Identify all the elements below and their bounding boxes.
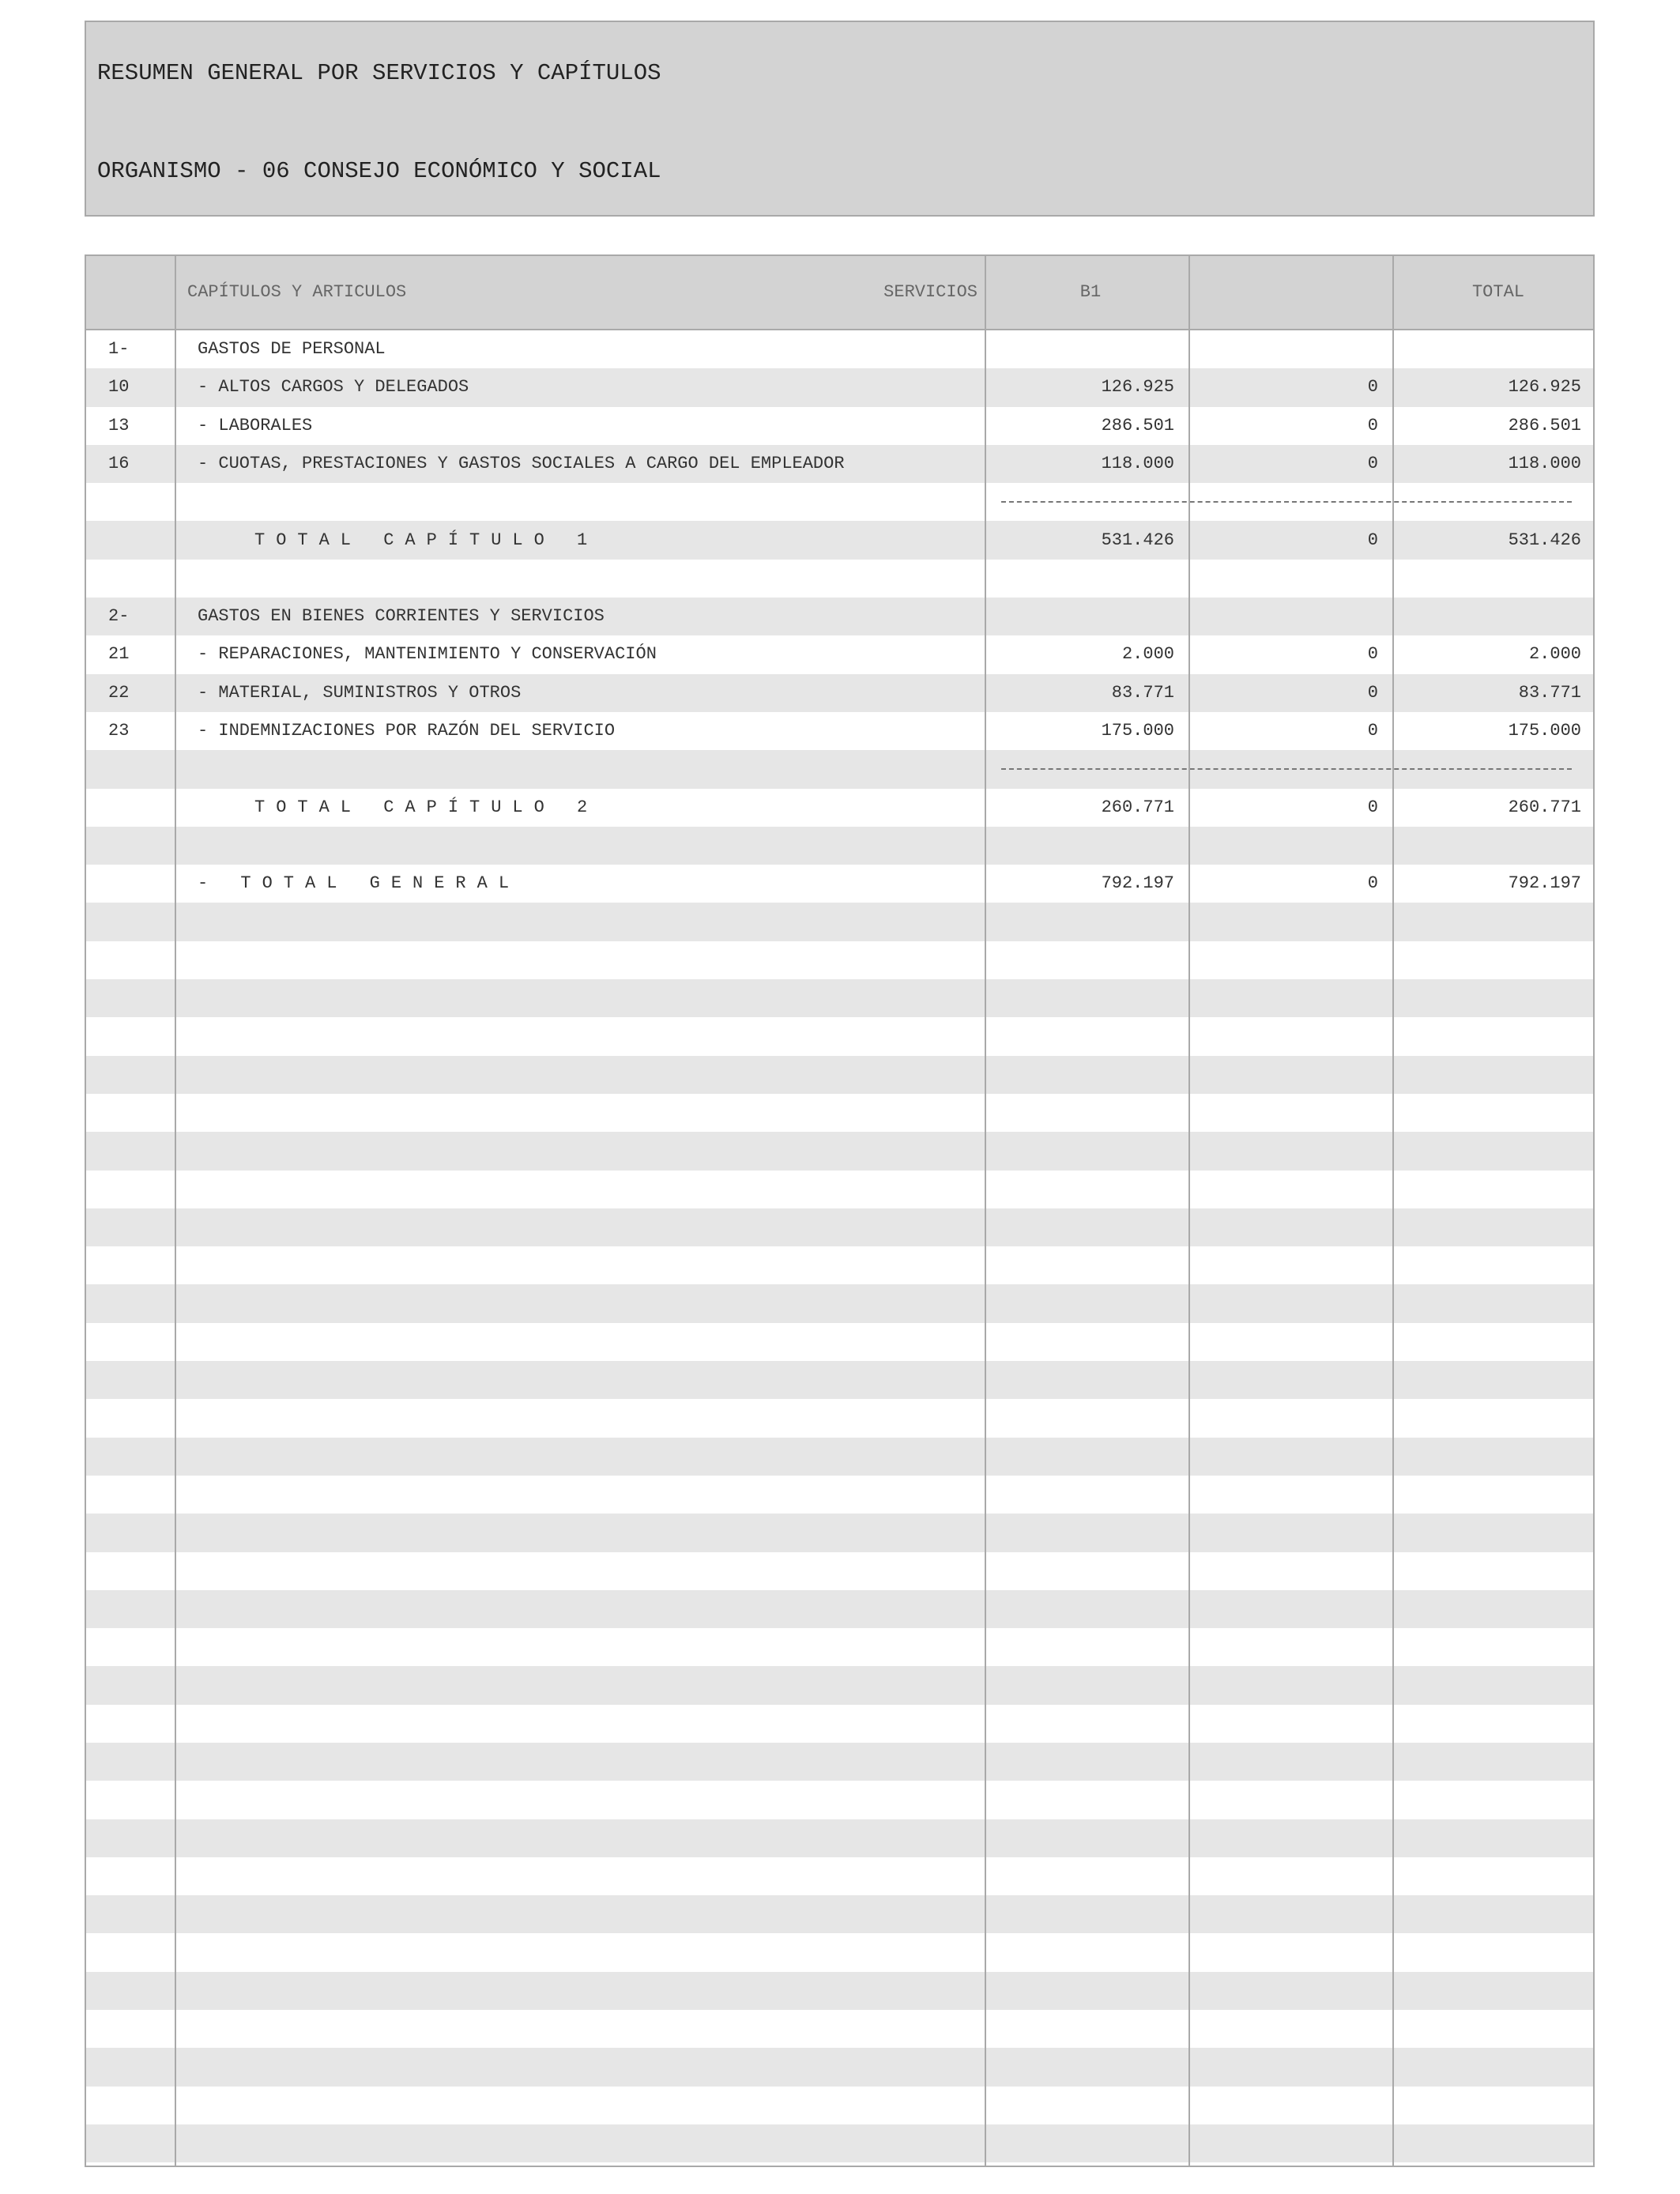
row-stripe xyxy=(86,1933,1593,1971)
header-b1: B1 xyxy=(1079,282,1102,302)
row-col3: 0 xyxy=(1367,797,1378,817)
row-stripe xyxy=(86,1514,1593,1551)
row-code: 10 xyxy=(108,377,130,398)
row-b1: 260.771 xyxy=(1101,797,1174,817)
table-row xyxy=(86,865,1593,903)
row-code: 23 xyxy=(108,721,130,741)
row-desc: GASTOS EN BIENES CORRIENTES Y SERVICIOS xyxy=(198,606,605,627)
row-b1: 531.426 xyxy=(1101,530,1174,550)
header-servicios: SERVICIOS xyxy=(883,282,977,302)
row-total: 531.426 xyxy=(1508,530,1581,550)
column-divider xyxy=(985,256,986,2166)
table-row xyxy=(86,445,1593,483)
row-b1: 286.501 xyxy=(1101,415,1174,435)
table-row xyxy=(86,674,1593,712)
row-stripe xyxy=(86,2048,1593,2086)
row-stripe xyxy=(86,1017,1593,1055)
table-row xyxy=(86,330,1593,368)
row-stripe xyxy=(86,827,1593,865)
table-row xyxy=(86,598,1593,635)
row-stripe xyxy=(86,1857,1593,1895)
row-code: 1- xyxy=(108,339,130,359)
row-b1: 2.000 xyxy=(1121,644,1174,665)
table-row xyxy=(86,750,1593,788)
row-stripe xyxy=(86,1284,1593,1322)
row-stripe xyxy=(86,941,1593,979)
organismo-title: ORGANISMO - 06 CONSEJO ECONÓMICO Y SOCIAL xyxy=(97,158,661,184)
row-stripe xyxy=(86,560,1593,598)
row-col3: 0 xyxy=(1367,682,1378,703)
subtotal-separator xyxy=(1001,501,1572,503)
row-total: 175.000 xyxy=(1508,721,1581,741)
row-desc: - CUOTAS, PRESTACIONES Y GASTOS SOCIALES A CARGO DEL EMPLEADOR xyxy=(198,453,845,473)
row-b1: 118.000 xyxy=(1101,453,1174,473)
row-total: 286.501 xyxy=(1508,415,1581,435)
table-row xyxy=(86,789,1593,827)
row-total: 792.197 xyxy=(1508,873,1581,894)
row-col3: 0 xyxy=(1367,377,1378,398)
row-stripe xyxy=(86,2124,1593,2162)
row-desc: - TOTAL GENERAL xyxy=(198,873,521,894)
report-title: RESUMEN GENERAL POR SERVICIOS Y CAPÍTULOS xyxy=(97,60,661,86)
table-row xyxy=(86,635,1593,673)
column-divider xyxy=(1392,256,1394,2166)
row-b1: 83.771 xyxy=(1111,682,1174,703)
table-row xyxy=(86,483,1593,521)
header-total: TOTAL xyxy=(1471,282,1524,302)
row-total: 260.771 xyxy=(1508,797,1581,817)
row-stripe xyxy=(86,1399,1593,1437)
row-stripe xyxy=(86,1208,1593,1246)
subtotal-separator xyxy=(1001,768,1572,770)
summary-table xyxy=(85,254,1595,2167)
row-stripe xyxy=(86,1781,1593,1819)
row-stripe xyxy=(86,1628,1593,1666)
table-row xyxy=(86,712,1593,750)
row-desc: TOTAL CAPÍTULO 1 xyxy=(254,530,599,550)
row-stripe xyxy=(86,2010,1593,2048)
row-stripe xyxy=(86,1895,1593,1933)
row-stripe xyxy=(86,979,1593,1017)
row-stripe xyxy=(86,1171,1593,1208)
row-total: 126.925 xyxy=(1508,377,1581,398)
row-code: 13 xyxy=(108,415,130,435)
row-stripe xyxy=(86,1819,1593,1857)
table-row xyxy=(86,522,1593,560)
report-header xyxy=(85,21,1595,217)
row-stripe xyxy=(86,1323,1593,1361)
row-desc: - LABORALES xyxy=(198,415,313,435)
row-code: 2- xyxy=(108,606,130,627)
row-stripe xyxy=(86,1705,1593,1743)
row-stripe xyxy=(86,1056,1593,1094)
row-stripe xyxy=(86,2087,1593,2124)
row-b1: 126.925 xyxy=(1101,377,1174,398)
row-col3: 0 xyxy=(1367,530,1378,550)
row-stripe xyxy=(86,1476,1593,1514)
row-code: 21 xyxy=(108,644,130,665)
row-stripe xyxy=(86,1438,1593,1476)
row-col3: 0 xyxy=(1367,873,1378,894)
row-stripe xyxy=(86,1094,1593,1132)
column-divider xyxy=(175,256,176,2166)
header-empty xyxy=(1193,256,1396,329)
row-code: 16 xyxy=(108,453,130,473)
column-divider xyxy=(1188,256,1190,2166)
row-stripe xyxy=(86,1132,1593,1170)
row-desc: - ALTOS CARGOS Y DELEGADOS xyxy=(198,377,469,398)
row-code: 22 xyxy=(108,682,130,703)
row-col3: 0 xyxy=(1367,721,1378,741)
row-col3: 0 xyxy=(1367,644,1378,665)
row-stripe xyxy=(86,1972,1593,2010)
row-desc: TOTAL CAPÍTULO 2 xyxy=(254,797,599,817)
row-stripe xyxy=(86,1246,1593,1284)
row-total: 2.000 xyxy=(1528,644,1581,665)
row-col3: 0 xyxy=(1367,453,1378,473)
row-desc: - INDEMNIZACIONES POR RAZÓN DEL SERVICIO xyxy=(198,721,616,741)
row-total: 83.771 xyxy=(1518,682,1581,703)
row-stripe xyxy=(86,1743,1593,1781)
row-stripe xyxy=(86,1361,1593,1399)
row-stripe xyxy=(86,1552,1593,1590)
table-row xyxy=(86,368,1593,406)
table-header xyxy=(86,256,1593,330)
row-desc: - REPARACIONES, MANTENIMIENTO Y CONSERVACIÓN xyxy=(198,644,657,665)
row-desc: - MATERIAL, SUMINISTROS Y OTROS xyxy=(198,682,522,703)
row-desc: GASTOS DE PERSONAL xyxy=(198,339,386,359)
row-col3: 0 xyxy=(1367,415,1378,435)
header-chapters: CAPÍTULOS Y ARTICULOS xyxy=(187,282,407,302)
table-row xyxy=(86,407,1593,445)
row-stripe xyxy=(86,903,1593,941)
row-b1: 175.000 xyxy=(1101,721,1174,741)
row-stripe xyxy=(86,1666,1593,1704)
row-b1: 792.197 xyxy=(1101,873,1174,894)
row-stripe xyxy=(86,1590,1593,1628)
row-total: 118.000 xyxy=(1508,453,1581,473)
